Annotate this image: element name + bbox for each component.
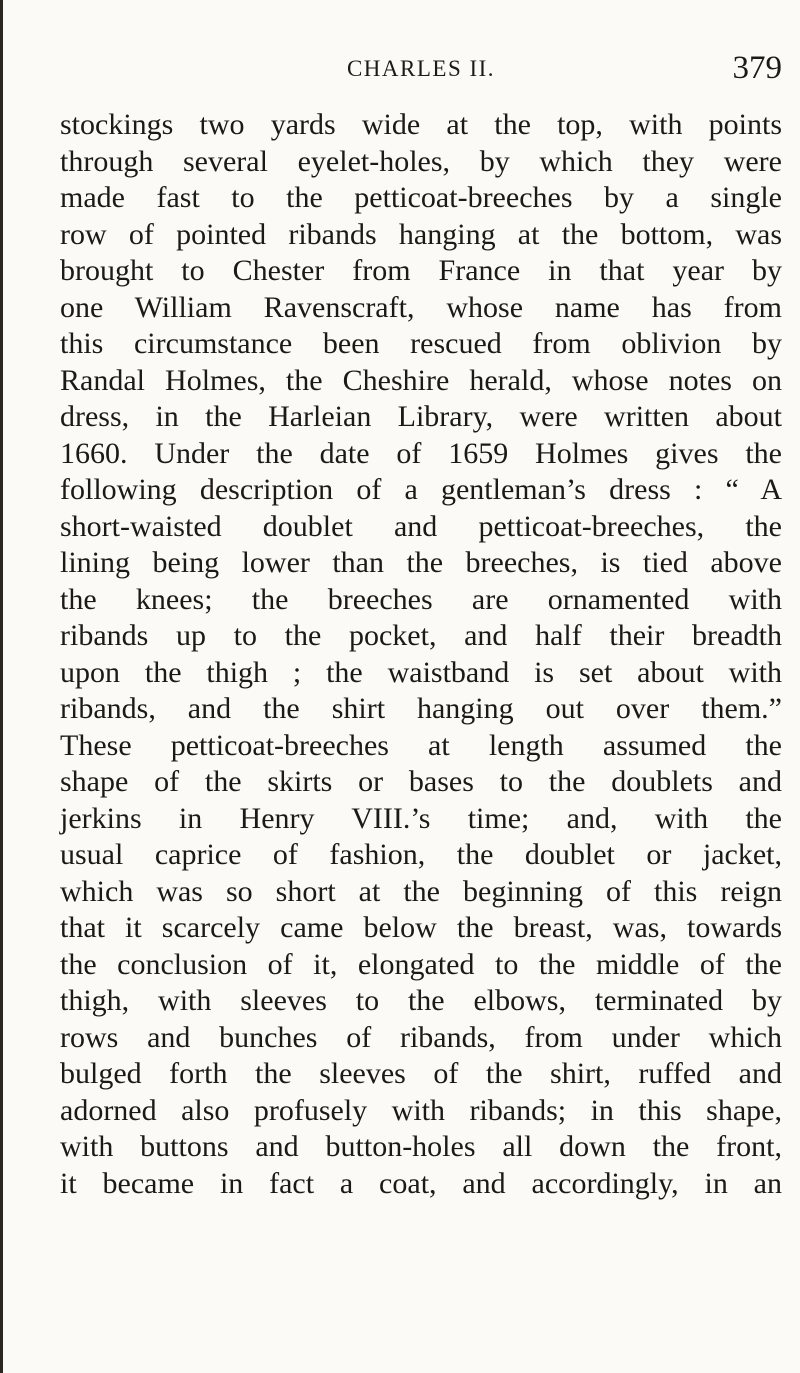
text-line: ribands up to the pocket, and half their breadth: [60, 619, 782, 652]
text-line: ribands, and the shirt hanging out over them.”: [60, 692, 782, 725]
text-line: jerkins in Henry VIII.’s time; and, with the: [60, 801, 782, 835]
text-line: dress, in the Harleian Library, were written about: [60, 400, 782, 433]
text-line: Randal Holmes, the Cheshire herald, whose notes on: [60, 363, 782, 397]
text-line: bulged forth the sleeves of the shirt, ruffed and: [60, 1057, 782, 1090]
text-line: with buttons and button-holes all down the front,: [60, 1130, 782, 1163]
text-line: one William Ravenscraft, whose name has from: [60, 290, 782, 324]
text-line: These petticoat-breeches at length assumed the: [60, 728, 782, 762]
text-line: following description of a gentleman’s dress : “ A: [60, 473, 782, 506]
text-line: this circumstance been rescued from oblivion by: [60, 327, 782, 360]
text-line: upon the thigh ; the waistband is set about with: [60, 655, 782, 689]
text-line: shape of the skirts or bases to the doublets and: [60, 765, 782, 798]
text-line: that it scarcely came below the breast, was, towards: [60, 911, 782, 944]
page-number: 379: [732, 50, 782, 86]
text-line: through several eyelet-holes, by which they were: [60, 144, 782, 178]
text-line: rows and bunches of ribands, from under which: [60, 1020, 782, 1054]
text-line: 1660. Under the date of 1659 Holmes gives the: [60, 436, 782, 470]
text-line: brought to Chester from France in that year by: [60, 254, 782, 287]
text-line: which was so short at the beginning of this reign: [60, 874, 782, 908]
text-line: short-waisted doublet and petticoat-breeches, the: [60, 509, 782, 543]
text-line: made fast to the petticoat-breeches by a single: [60, 181, 782, 214]
page-edge: [0, 0, 3, 1373]
text-line: the knees; the breeches are ornamented with: [60, 582, 782, 616]
text-line: usual caprice of fashion, the doublet or jacket,: [60, 838, 782, 871]
text-line: it became in fact a coat, and accordingly, in an: [60, 1166, 782, 1200]
body-text: [60, 107, 782, 1202]
page-header: [60, 50, 782, 90]
running-title: CHARLES II.: [346, 56, 496, 81]
text-line: lining being lower than the breeches, is tied above: [60, 546, 782, 579]
text-line: adorned also profusely with ribands; in this shape,: [60, 1093, 782, 1127]
text-line: stockings two yards wide at the top, with points: [60, 108, 782, 141]
text-line: the conclusion of it, elongated to the middle of the: [60, 947, 782, 981]
text-line: row of pointed ribands hanging at the bottom, was: [60, 217, 782, 251]
text-line: thigh, with sleeves to the elbows, terminated by: [60, 984, 782, 1017]
